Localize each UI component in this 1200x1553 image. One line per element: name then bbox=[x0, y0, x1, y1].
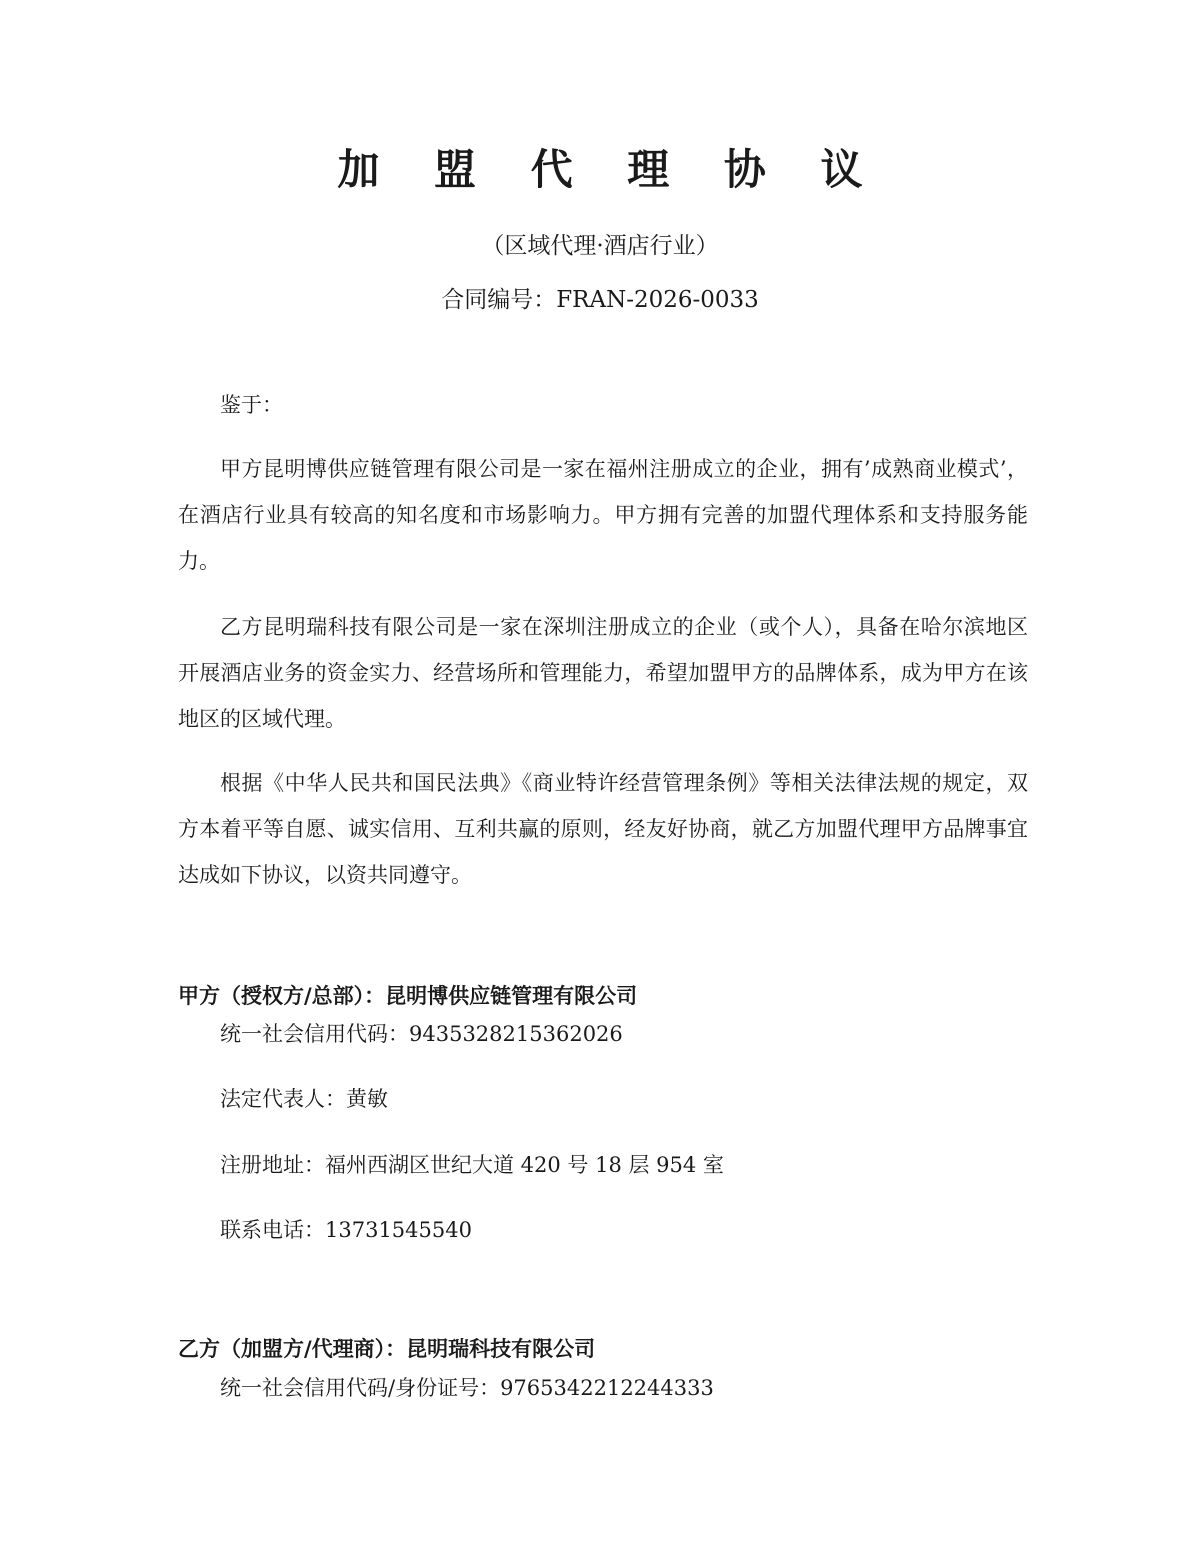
whereas-label: 鉴于： bbox=[220, 393, 283, 417]
party-b-heading: 乙方（加盟方/代理商）：昆明瑞科技有限公司 bbox=[178, 1337, 596, 1361]
contract-number: 合同编号：FRAN-2026-0033 bbox=[441, 287, 759, 313]
party-b-credit-code: 统一社会信用代码/身份证号：9765342212244333 bbox=[220, 1376, 714, 1400]
party-a-credit-code: 统一社会信用代码：9435328215362026 bbox=[220, 1022, 623, 1046]
paragraph-party-b-intro: 乙方昆明瑞科技有限公司是一家在深圳注册成立的企业（或个人），具备在哈尔滨地区开展酒店业务的资金实力、经营场所和管理能力，希望加盟甲方的品牌体系，成为甲方在该地区的区域代理。 bbox=[178, 615, 1028, 731]
paragraph-party-a-intro: 甲方昆明博供应链管理有限公司是一家在福州注册成立的企业，拥有’成熟商业模式’，在酒店行业具有较高的知名度和市场影响力。甲方拥有完善的加盟代理体系和支持服务能力。 bbox=[178, 457, 1028, 573]
party-a-phone: 联系电话：13731545540 bbox=[220, 1218, 472, 1242]
paragraph-legal-basis: 根据《中华人民共和国民法典》《商业特许经营管理条例》等相关法律法规的规定，双方本着平等自愿、诚实信用、互利共赢的原则，经友好协商，就乙方加盟代理甲方品牌事宜达成如下协议，以资共同遵守。 bbox=[178, 771, 1028, 887]
document-subtitle: （区域代理·酒店行业） bbox=[481, 233, 719, 259]
party-a-legal-rep: 法定代表人：黄敏 bbox=[220, 1087, 388, 1111]
party-a-address: 注册地址：福州西湖区世纪大道 420 号 18 层 954 室 bbox=[220, 1153, 724, 1177]
party-a-heading: 甲方（授权方/总部）：昆明博供应链管理有限公司 bbox=[178, 984, 638, 1008]
document-title: 加 盟 代 理 协 议 bbox=[337, 145, 883, 194]
